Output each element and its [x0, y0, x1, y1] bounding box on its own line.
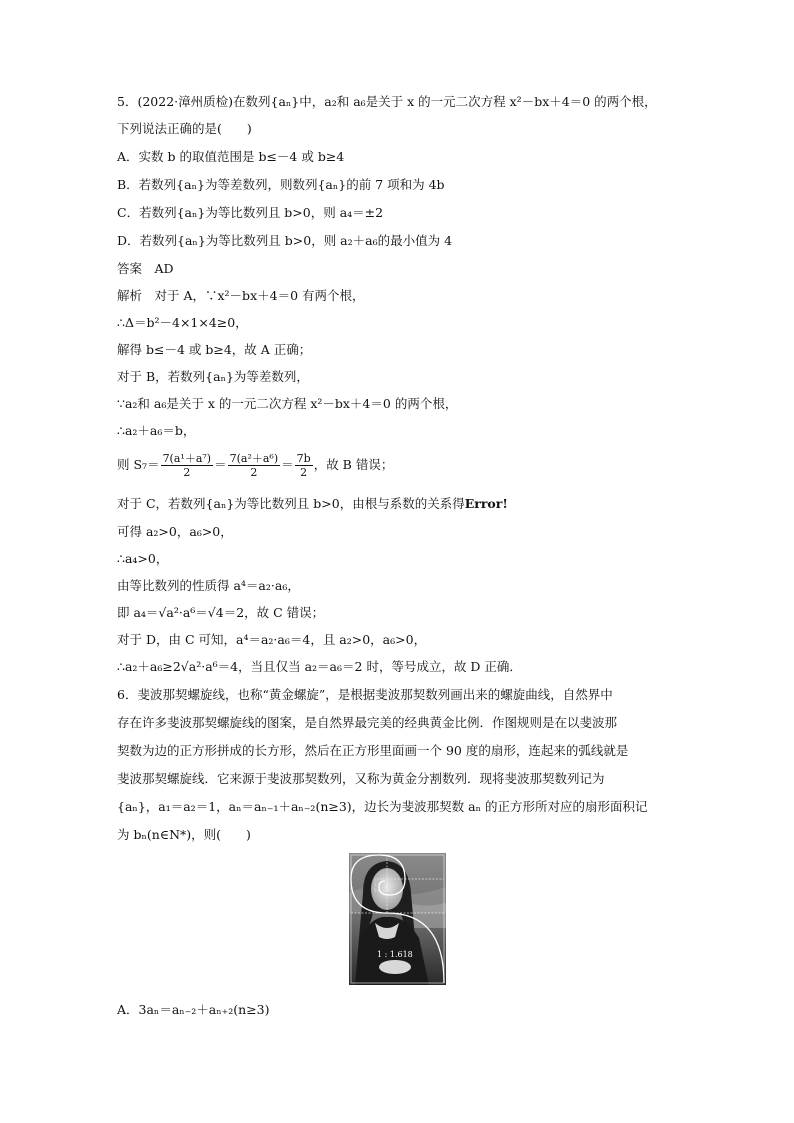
q6-stem-line-3: 契数为边的正方形拼成的长方形，然后在正方形里面画一个 90 度的扇形，连起来的弧线就是: [117, 743, 629, 758]
q5-analysis-line-12: 对于 D，由 C 可知，a⁴＝a₂·a₆＝4，且 a₂>0，a₆>0，: [117, 632, 427, 647]
figure-ratio-label: 1 : 1.618: [377, 950, 413, 959]
q5-option-a: A．实数 b 的取值范围是 b≤－4 或 b≥4: [117, 149, 345, 164]
q5-option-b: B．若数列{aₙ}为等差数列，则数列{aₙ}的前 7 项和为 4b: [117, 177, 445, 192]
s7-fraction-3-num: 7b: [296, 452, 311, 465]
q5-answer: 答案 AD: [117, 261, 174, 276]
q6-stem-line-2: 存在许多斐波那契螺旋线的图案，是自然界最完美的经典黄金比例．作图规则是在以斐波那: [117, 715, 618, 730]
s7-eq-1: ＝: [214, 457, 227, 472]
q5-analysis-line-4: 对于 B，若数列{aₙ}为等差数列，: [117, 369, 309, 384]
q6-stem-line-5: {aₙ}，a₁＝a₂＝1，aₙ＝aₙ₋₁＋aₙ₋₂(n≥3)，边长为斐波那契数 aₙ 的正方形所对应的扇形面积记: [117, 799, 648, 814]
q6-stem-line-1: 6．斐波那契螺旋线，也称“黄金螺旋”，是根据斐波那契数列画出来的螺旋曲线，自然界中: [117, 687, 613, 702]
q5-s7-formula: [117, 449, 393, 481]
q5-analysis-line-2: ∴Δ＝b²－4×1×4≥0，: [117, 315, 248, 330]
q5-analysis-line-6: ∴a₂＋a₆＝b，: [117, 423, 196, 438]
s7-fraction-3-den: 2: [300, 466, 308, 479]
q5-option-d: D．若数列{aₙ}为等比数列且 b>0，则 a₂＋a₆的最小值为 4: [117, 233, 453, 248]
s7-eq-2: ＝: [281, 457, 294, 472]
s7-suffix: ，故 B 错误；: [313, 457, 394, 472]
s7-fraction-3: [295, 452, 313, 479]
figure-svg: [349, 853, 446, 985]
error-text: Error!: [464, 496, 508, 511]
q5-analysis-line-1: 解析 对于 A，∵x²－bx＋4＝0 有两个根，: [117, 288, 365, 303]
q5-analysis-c-line: [117, 495, 508, 513]
q5-analysis-line-9: ∴a₄>0，: [117, 551, 169, 566]
s7-fraction-1: [161, 452, 214, 479]
s7-fraction-2-den: 2: [250, 466, 258, 479]
q6-stem-line-6: 为 bₙ(n∈N*)，则( ): [117, 827, 251, 842]
q5-analysis-line-8: 可得 a₂>0，a₆>0，: [117, 524, 233, 539]
q6-option-a: A．3aₙ＝aₙ₋₂＋aₙ₊₂(n≥3): [117, 1002, 270, 1017]
q5-analysis-line-3: 解得 b≤－4 或 b≥4，故 A 正确；: [117, 342, 312, 357]
s7-fraction-2: [228, 452, 281, 479]
s7-fraction-2-num: 7(a²＋a⁶): [229, 452, 279, 465]
q5-analysis-line-10: 由等比数列的性质得 a⁴＝a₂·a₆，: [117, 578, 300, 593]
mona-lisa-golden-spiral-figure: [349, 853, 446, 985]
q5-analysis-c-text: 对于 C，若数列{aₙ}为等比数列且 b>0，由根与系数的关系得: [117, 496, 465, 511]
q5-option-c: C．若数列{aₙ}为等比数列且 b>0，则 a₄＝±2: [117, 205, 384, 220]
s7-fraction-1-num: 7(a¹＋a⁷): [162, 452, 212, 465]
s7-fraction-1-den: 2: [183, 466, 191, 479]
q5-analysis-line-13: ∴a₂＋a₆≥2√a²·a⁶＝4，当且仅当 a₂＝a₆＝2 时，等号成立，故 D 正确．: [117, 659, 522, 674]
q5-stem-line-1: 5．(2022·漳州质检)在数列{aₙ}中，a₂和 a₆是关于 x 的一元二次方程 x²－bx＋4＝0 的两个根，: [117, 94, 657, 109]
s7-prefix: 则 S₇＝: [117, 457, 160, 472]
q5-stem-line-2: 下列说法正确的是( ): [117, 121, 252, 136]
q6-stem-line-4: 斐波那契螺旋线．它来源于斐波那契数列，又称为黄金分割数列．现将斐波那契数列记为: [117, 771, 605, 786]
q5-analysis-line-5: ∵a₂和 a₆是关于 x 的一元二次方程 x²－bx＋4＝0 的两个根，: [117, 396, 458, 411]
q5-analysis-line-11: 即 a₄＝√a²·a⁶＝√4＝2，故 C 错误；: [117, 605, 325, 620]
